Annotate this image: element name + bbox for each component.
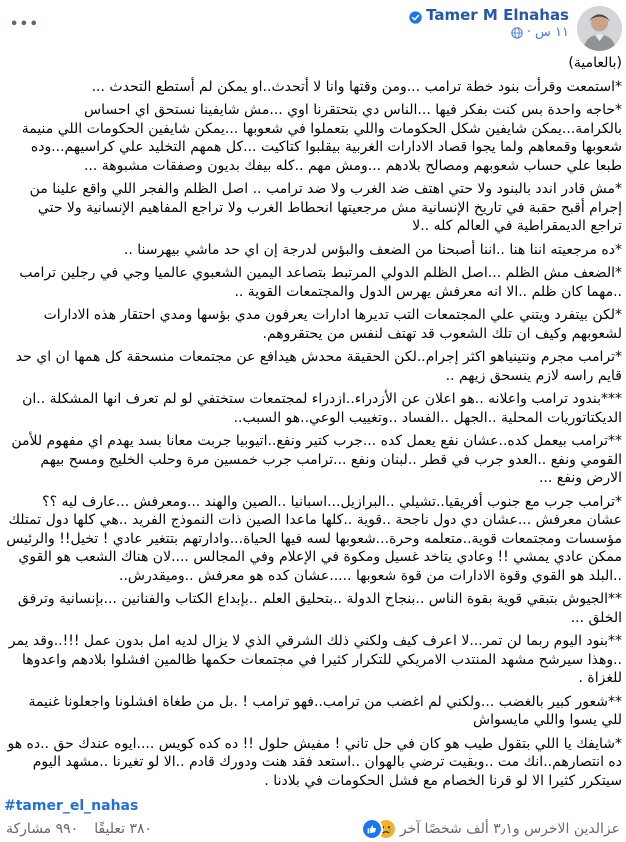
post-meta-row [511,25,569,40]
author-row [409,6,569,24]
reactions-summary[interactable] [363,820,620,838]
post-paragraph: *ترامب مجرم ونتينياهو اكثر إجرام..لكن الحقيقة محدش هيدافع عن مجتمعات منسحقة كل همها ان اي حد قايم راسه لازم ينسحق زيهم .. [15,349,622,384]
avatar[interactable] [577,6,622,51]
globe-privacy-icon [511,27,523,39]
reaction-icons [363,820,395,838]
like-reaction-icon [363,820,381,838]
verified-badge-icon [409,9,422,22]
reactions-summary-text: عزالدين الاخرس و٣٫١ ألف شخصًا آخر [399,821,620,837]
post-text [0,52,626,790]
header-text-group [409,6,569,40]
post-paragraph: (بالعامية) [568,55,622,71]
post-paragraph: **ترامب بيعمل كده..عشان نفع يعمل كده ...جرب كتير ونفع..اتيوبيا جربت معانا بسد يهدم اي مفهوم للأمن القومي ونفع ..العدو جرب في قطر ..لبنان ونفع ...ترامب جرب خمسين مرة وحلب الخليج ومسح بيهم الارض ونفع ... [11,433,622,486]
post-paragraph: **شعور كبير بالغضب ...ولكني لم اغضب من ترامب..فهو ترامب ! .بل من طغاة افشلونا واجعلونا غنيمة للي يسوا واللي مايسواش [28,693,622,728]
post-stats-bar [0,818,626,842]
author-name-link[interactable]: Tamer M Elnahas [426,6,569,24]
post-paragraph: *مش قادر اندد بالبنود ولا حتي اهتف ضد الغرب ولا ضد ترامب .. اصل الظلم والفجر اللي واقع علينا من إجرام أقبح حقبة في تاريخ الإنسانية مش مرجعيتها انحطاط الغرب ولا تراجع المفاهيم الإنسانية ولا حتي تراجع الديمقراطية في العالم كله ..لا [29,181,622,234]
avatar-photo [577,6,622,51]
post-paragraph: *حاجه واحدة بس كنت بفكر فيها ...الناس دي بتحتقرنا اوي ...مش شايفينا نستحق اي احساس بالكرامة...يمكن شايفين شكل الحكومات واللي بتعملوا في شعوبها ...يمكن شايفين الحكومات اللي منيمة شعوبها وقمعاهم ولما يجوا قصاد الادارات الغربية بيقلبوا كتاكيت ...كل همهم التخليد علي كراسيهم...وده طبعا علي حساب شعوبهم ومصالح بلادهم ...ومش مهم ..كله بيفك بديون وصفقات مشبوهة ... [21,102,622,174]
post-paragraph: *شايفك يا اللي بتقول طيب هو كان في حل تاني ! مفيش حلول !! ده كده كويس ....ايوه عندك حق ..ده هو ده انتصارهم..انك مت ..وبقيت ترضي بالهوان ..استعد فقد هنت ودورك قادم ..الا لو تغيرنا ..مشهد اليوم سيتكرر كثيرا الا لو قرنا الخصام مع فشل الحكومات في بلادنا . [7,735,622,789]
meta-separator: · [526,25,532,40]
post-paragraph: **بنود اليوم ربما لن تمر...لا اعرف كيف ولكني ذلك الشرقي الذي لا يزال لديه امل بدون عمل !!!..وقد يمر ..وهذا سيرشح مشهد المنتدب الامريكي للتكرار كثيرا في مجتمعات حكمها ظالمين افشلوا بلادهم واعدوها للغزاة . [8,633,622,686]
post-paragraph: *ده مرجعيته اننا هنا ..اننا أصبحنا من الضعف والبؤس لدرجة إن اي حد ماشي بيهرسنا .. [123,241,622,258]
post-paragraph: ***بندود ترامب واعلانه ..هو اعلان عن الأزدراء..ازدراء لمجتمعات ستختفي لو لم تعرف انها المشكلة ..ان الديكتاتوريات المحلية ..الجهل ..الفساد ..وتغييب الوعي..هو السبب.. [22,391,622,426]
post-paragraph: *استمعت وقرأت بنود خطة ترامب ...ومن وقتها وانا لا أتحدث..او يمكن لم أستطع التحدث ... [91,78,622,95]
post-paragraph: *الضعف مش الظلم ...اصل الظلم الدولي المرتبط بتصاعد اليمين الشعبوي عالميا وجي في رجلين ترامب ..مهما كان ظلم ..الا انه معرفش يهرس الدول والمجتمعات القوية .. [19,265,622,300]
hashtag-link[interactable]: #tamer_el_nahas [4,798,139,814]
post-paragraph: *لكن بيتفرد ويتني علي المجتمعات التب تديرها ادارات يعرفون مدي بؤسها ومدي احتقار هذه الادارات لشعوبهم وكيف ان تلك الشعوب قد تهتف لنفس من يحتقروهم. [43,307,622,342]
post-paragraph: **الجيوش بتبقي قوية بقوة الناس ..بنجاح الدولة ..بتحليق العلم ..بإبداع الكتاب والفنانين ...بإنسانية وترفق الخلق ... [17,591,622,626]
more-options-icon[interactable]: ••• [10,17,40,32]
comments-count[interactable]: ٣٨٠ تعليقًا [94,821,153,837]
hashtag-line [0,795,626,814]
shares-count[interactable]: ٩٩٠ مشاركة [6,821,79,837]
post-header [0,0,626,52]
timestamp[interactable]: ١١ س [535,25,569,40]
counts-group [6,821,152,837]
post-paragraph: *ترامب جرب مع جنوب أفريقيا..تشيلي ..البرازيل...اسبانيا ..الصين والهند ...ومعرفش ...عارف ليه ؟؟ عشان معرفش ...عشان دي دول ناجحة ..قوية ..كلها ماعدا الصين ذات النموذج الفريد ..هي كلها دول تمتلك مؤسسات ومجتمعات قوية..متعلمه وحرة...شعوبها لسه فيها الحياة...وادارتهم بتتغير عادي ! تخيل!! والرئيس ممكن عادي يمشي !! وعادي يتاخد غسيل ومكوة في الإعلام وفي المجالس ....لان هناك الشعب هو القوي ..البلد هو القوي وقوة الادارات من قوة شعوبها .....عشان كده هو معرفش ..وميقدرش.. [6,493,622,584]
